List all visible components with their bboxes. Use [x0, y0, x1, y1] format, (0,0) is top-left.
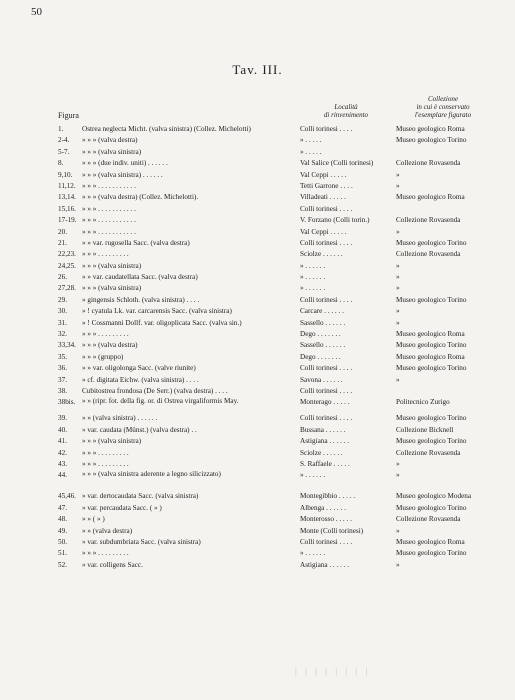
- figure-number: 26.: [58, 273, 67, 282]
- figure-number: 20.: [58, 227, 67, 236]
- table-row: [0, 459, 515, 470]
- locality: Montegibbio . . . . .: [300, 492, 356, 501]
- table-row: [0, 526, 515, 537]
- collection: Museo geologico Torino: [396, 364, 467, 373]
- figure-number: 31.: [58, 318, 67, 327]
- figure-number: 15,16.: [58, 204, 76, 213]
- species-description: » var. caudata (Münst.) (valva destra) . .: [82, 425, 197, 434]
- species-description: » » var. oligolonga Sacc. (valve riunite): [82, 364, 196, 373]
- collection: Collezione Rovasenda: [396, 216, 461, 225]
- locality: » . . . . . .: [300, 471, 326, 480]
- locality: Colli torinesi . . . .: [300, 537, 353, 546]
- locality: Dego . . . . . . .: [300, 352, 341, 361]
- collection: »: [396, 526, 400, 535]
- collection: Museo geologico Torino: [396, 341, 467, 350]
- species-description: » » » (valva sinistra): [82, 437, 142, 446]
- plate-title: Tav. III.: [232, 62, 283, 77]
- figure-number: 21.: [58, 238, 67, 247]
- species-description: » » (valva destra): [82, 526, 133, 535]
- locality: Carcare . . . . . .: [300, 307, 344, 316]
- collection: Museo geologico Modena: [396, 492, 472, 501]
- figure-number: 43.: [58, 459, 67, 468]
- table-row: [0, 204, 515, 215]
- table-row: [0, 352, 515, 363]
- locality: Astigiana . . . . . .: [300, 437, 350, 446]
- locality: » . . . . .: [300, 147, 322, 156]
- table-row: [0, 135, 515, 146]
- collection: »: [396, 181, 400, 190]
- species-description: » » » . . . . . . . . .: [82, 330, 129, 339]
- header-localita-line1: Località: [334, 103, 358, 111]
- species-description: » » var. caudatellata Sacc. (valva destra): [82, 273, 198, 282]
- figure-number: 33,34.: [58, 341, 76, 350]
- collection: Politecnico Zurigo: [396, 398, 450, 407]
- figure-number: 8.: [58, 159, 64, 168]
- species-description: » » » (valva destra) (Collez. Michelotti).: [82, 193, 199, 202]
- locality: Bussana . . . . . .: [300, 425, 346, 434]
- locality: » . . . . . .: [300, 273, 326, 282]
- collection: Museo geologico Torino: [396, 295, 467, 304]
- species-description: » » var. rugosella Sacc. (valva destra): [82, 238, 190, 247]
- locality: Dego . . . . . . .: [300, 330, 341, 339]
- species-description: » » » (valva sinistra): [82, 147, 142, 156]
- collection: Museo geologico Torino: [396, 136, 467, 145]
- table-row: [0, 181, 515, 192]
- figure-number: 35.: [58, 352, 67, 361]
- figure-number: 2-4.: [58, 136, 70, 145]
- header-localita: [308, 103, 384, 119]
- species-description: » » (valva sinistra) . . . . . .: [82, 414, 158, 423]
- table-row: [0, 192, 515, 203]
- locality: Colli torinesi . . . .: [300, 364, 353, 373]
- locality: Val Ceppi . . . . .: [300, 227, 347, 236]
- species-description: » » » (gruppo): [82, 352, 124, 361]
- species-description: » » » . . . . . . . . .: [82, 448, 129, 457]
- figure-number: 38.: [58, 386, 67, 395]
- collection: »: [396, 261, 400, 270]
- collection: Museo geologico Roma: [396, 125, 465, 133]
- figure-number: 38bis.: [58, 398, 76, 407]
- species-description: Cubitostrea frondosa (De Serr.) (valva destra) . . . .: [82, 386, 228, 395]
- table-row: [0, 238, 515, 249]
- collection: »: [396, 284, 400, 293]
- table-row: [0, 340, 515, 351]
- locality: Colli torinesi . . . .: [300, 386, 353, 395]
- collection: »: [396, 375, 400, 384]
- figure-number: 1.: [58, 125, 64, 133]
- collection: »: [396, 471, 400, 480]
- figure-number: 52.: [58, 560, 67, 569]
- species-description: » var. dertocaudata Sacc. (valva sinistra): [82, 492, 199, 501]
- table-row: [0, 491, 515, 502]
- table-row: [0, 413, 515, 424]
- figure-number: 47.: [58, 503, 67, 512]
- figure-number: 24,25.: [58, 261, 76, 270]
- locality: Sassello . . . . . .: [300, 318, 346, 327]
- figure-number: 39.: [58, 414, 67, 423]
- figure-table: [0, 124, 515, 571]
- species-description: » » » . . . . . . . . . . .: [82, 216, 136, 225]
- species-description: » » » . . . . . . . . .: [82, 549, 129, 558]
- locality: Tetti Garrone . . . .: [300, 181, 353, 190]
- locality: Monte (Colli torinesi): [300, 526, 364, 535]
- species-description: » » » . . . . . . . . . . .: [82, 227, 136, 236]
- table-row: [0, 425, 515, 436]
- locality: S. Raffaele . . . . .: [300, 459, 350, 468]
- collection: Museo geologico Torino: [396, 549, 467, 558]
- collection: Museo geologico Roma: [396, 330, 465, 339]
- locality: Val Ceppi . . . . .: [300, 170, 347, 179]
- figure-number: 37.: [58, 375, 67, 384]
- figure-number: 27,28.: [58, 284, 76, 293]
- collection: Museo geologico Roma: [396, 537, 465, 546]
- collection: Collezione Rovasenda: [396, 159, 461, 168]
- table-row: [0, 249, 515, 260]
- figure-number: 51.: [58, 549, 67, 558]
- locality: » . . . . . .: [300, 261, 326, 270]
- figure-number: 36.: [58, 364, 67, 373]
- species-description: » » » . . . . . . . . .: [82, 459, 129, 468]
- collection: »: [396, 459, 400, 468]
- collection: »: [396, 560, 400, 569]
- species-description: » » » . . . . . . . . . . .: [82, 181, 136, 190]
- collection: Museo geologico Roma: [396, 193, 465, 202]
- locality: Colli torinesi . . . .: [300, 414, 353, 423]
- figure-number: 13,14.: [58, 193, 76, 202]
- figure-number: 22,23.: [58, 250, 76, 259]
- collection: Collezione Rovasenda: [396, 448, 461, 457]
- table-row: [0, 514, 515, 525]
- locality: Albenga . . . . . .: [300, 503, 346, 512]
- locality: Monterago . . . . .: [300, 398, 350, 407]
- locality: » . . . . . .: [300, 549, 326, 558]
- species-description: » » » (valva sinistra): [82, 261, 142, 270]
- collection: Museo geologico Roma: [396, 352, 465, 361]
- locality: Savona . . . . . .: [300, 375, 343, 384]
- table-row: [0, 147, 515, 158]
- header-collezione-line3: l'esemplare figurato: [414, 111, 472, 119]
- species-description: » » » (valva sinistra): [82, 284, 142, 293]
- locality: Astigiana . . . . . .: [300, 560, 350, 569]
- table-row: [0, 386, 515, 397]
- collection: »: [396, 170, 400, 179]
- header-localita-line2: di rinvenimento: [323, 111, 369, 119]
- table-row: [0, 215, 515, 226]
- table-row: [0, 448, 515, 459]
- locality: Colli torinesi . . . .: [300, 125, 353, 133]
- species-description: » » ( » ): [82, 515, 105, 524]
- species-description: » » » (due indiv. uniti) . . . . . .: [82, 159, 168, 168]
- locality: Colli torinesi . . . .: [300, 204, 353, 213]
- header-figura: Figura: [58, 111, 79, 120]
- collection: Collezione Bicknell: [396, 425, 454, 434]
- table-row: [0, 283, 515, 294]
- table-row: [0, 318, 515, 329]
- table-row: [0, 227, 515, 238]
- table-row: [0, 363, 515, 374]
- locality: Sciolze . . . . . .: [300, 448, 343, 457]
- locality: Sciolze . . . . . .: [300, 250, 343, 259]
- species-description: » ! Cossmanni Dollf. var. oligoplicata Sacc. (valva sin.): [82, 318, 242, 327]
- collection: »: [396, 273, 400, 282]
- header-collezione-line2: in cui è conservato: [416, 103, 470, 111]
- species-description: » gingensis Schloth. (valva sinistra) . . . .: [82, 295, 200, 304]
- table-row: [0, 375, 515, 386]
- table-row: [0, 158, 515, 169]
- locality: Val Salice (Colli torinesi): [300, 159, 374, 168]
- figure-number: 17-19.: [58, 216, 77, 225]
- species-description: » » » (valva sinistra) . . . . . .: [82, 170, 163, 179]
- figure-number: 29.: [58, 295, 67, 304]
- locality: » . . . . . .: [300, 284, 326, 293]
- table-row: [0, 537, 515, 548]
- species-description: » » » (valva sinistra aderente a legno silicizzato): [82, 470, 221, 479]
- table-row: [0, 503, 515, 514]
- species-description: » » (ripr. fot. della fig. or. di Ostrea virgaliformis May.: [82, 397, 239, 406]
- table-row: [0, 306, 515, 317]
- locality: » . . . . .: [300, 136, 322, 145]
- figure-number: 48.: [58, 515, 67, 524]
- species-description: » var. percaudata Sacc. ( » ): [82, 503, 162, 512]
- figure-number: 9,10.: [58, 170, 73, 179]
- figure-number: 40.: [58, 425, 67, 434]
- species-description: » cf. digitata Eichw. (valva sinistra) . . . .: [82, 375, 199, 384]
- table-row: [0, 329, 515, 340]
- collection: Museo geologico Torino: [396, 437, 467, 446]
- figure-number: 50.: [58, 537, 67, 546]
- table-row: [0, 397, 515, 413]
- collection: Museo geologico Torino: [396, 414, 467, 423]
- table-row: [0, 124, 515, 135]
- table-row: [0, 170, 515, 181]
- figure-number: 5-7.: [58, 147, 70, 156]
- species-description: » var. colligens Sacc.: [82, 560, 143, 569]
- species-description: Ostrea neglecta Micht. (valva sinistra) (Collez. Michelotti): [82, 125, 251, 133]
- collection: Museo geologico Torino: [396, 503, 467, 512]
- figure-number: 44.: [58, 471, 67, 480]
- table-row: [0, 261, 515, 272]
- header-collezione: [386, 95, 500, 119]
- locality: Colli torinesi . . . .: [300, 238, 353, 247]
- locality: Villadeati . . . . .: [300, 193, 346, 202]
- collection: »: [396, 227, 400, 236]
- figure-number: 49.: [58, 526, 67, 535]
- table-row: [0, 548, 515, 559]
- locality: V. Forzano (Colli torin.): [300, 216, 370, 225]
- locality: Colli torinesi . . . .: [300, 295, 353, 304]
- collection: »: [396, 318, 400, 327]
- header-collezione-line1: Collezione: [428, 95, 458, 103]
- table-row: [0, 560, 515, 571]
- collection: Collezione Rovasenda: [396, 250, 461, 259]
- species-description: » ! cyatula Lk. var. carcarensis Sacc. (valva sinistra): [82, 307, 232, 316]
- collection: Collezione Rovasenda: [396, 515, 461, 524]
- figure-number: 11,12.: [58, 181, 76, 190]
- species-description: » » » (valva destra): [82, 136, 138, 145]
- faint-marks: | | | | | | | |: [295, 666, 371, 676]
- figure-number: 32.: [58, 330, 67, 339]
- species-description: » » » (valva destra): [82, 341, 138, 350]
- table-row: [0, 436, 515, 447]
- table-row: [0, 272, 515, 283]
- figure-number: 45,46.: [58, 492, 76, 501]
- locality: Sassello . . . . . .: [300, 341, 346, 350]
- table-row: [0, 295, 515, 306]
- locality: Monterosso . . . . .: [300, 515, 352, 524]
- page-number: 50: [31, 6, 42, 18]
- table-row: [0, 470, 515, 491]
- collection: Museo geologico Torino: [396, 238, 467, 247]
- species-description: » » » . . . . . . . . . . .: [82, 204, 136, 213]
- figure-number: 41.: [58, 437, 67, 446]
- figure-number: 30.: [58, 307, 67, 316]
- figure-number: 42.: [58, 448, 67, 457]
- species-description: » var. subdumbriata Sacc. (valva sinistra): [82, 537, 201, 546]
- collection: »: [396, 307, 400, 316]
- species-description: » » » . . . . . . . . .: [82, 250, 129, 259]
